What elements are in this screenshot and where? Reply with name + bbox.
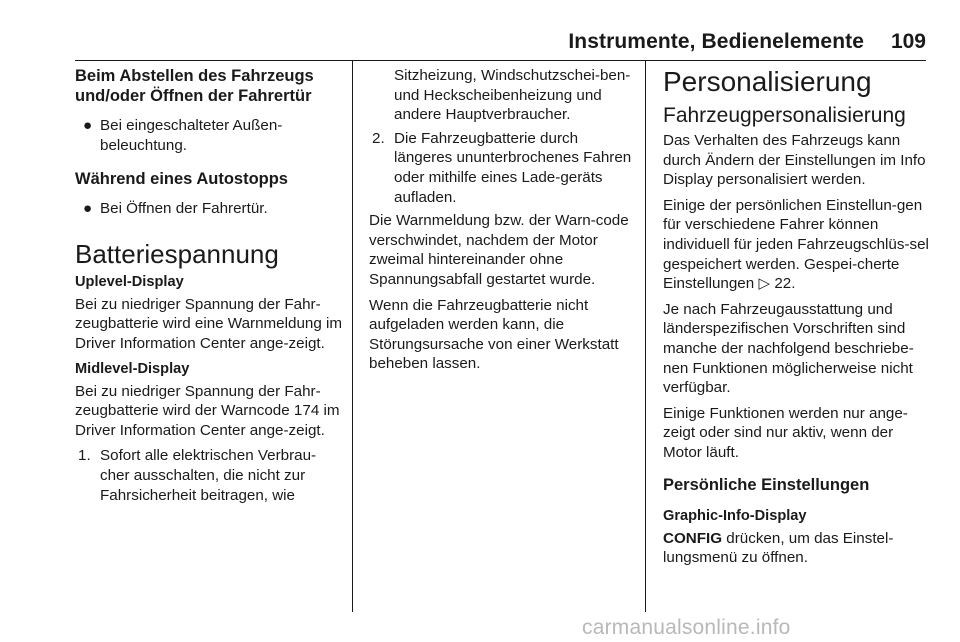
column-2: [369, 66, 639, 380]
page-number: 109: [890, 30, 926, 53]
numbered-item-continuation: Sitzheizung, Windschutzschei-ben- und Heckscheibenheizung und andere Hauptverbraucher.: [394, 67, 631, 124]
paragraph: Die Warnmeldung bzw. der Warn-code verschwindet, nachdem der Motor zweimal hintereinander ohne Spannungsabfall gestartet wurde.: [369, 212, 629, 288]
bullet-icon: ●: [83, 117, 93, 134]
column-divider-1: [352, 60, 353, 612]
paragraph: Bei zu niedriger Spannung der Fahr-zeugbatterie wird der Warncode 174 im Driver Information Center ange-zeigt.: [75, 382, 340, 439]
bullet-icon: ●: [83, 200, 93, 218]
page-header: [75, 24, 926, 60]
column-3: [663, 66, 929, 574]
page-reference-icon[interactable]: ▷: [758, 275, 771, 293]
paragraph: Das Verhalten des Fahrzeugs kann durch Ändern der Einstellungen im Info Display personalisiert werden.: [663, 132, 926, 189]
header-rule: [75, 60, 926, 61]
header-title: Instrumente, Bedienelemente: [568, 30, 864, 53]
paragraph: Je nach Fahrzeugausstattung und länderspezifischen Vorschriften sind manche der nachfolgend beschriebe-nen Funktionen möglicherweise nicht verfügbar.: [663, 300, 914, 397]
subsection-title: Fahrzeugpersonalisierung: [663, 104, 906, 127]
paragraph: Einige Funktionen werden nur ange-zeigt oder sind nur aktiv, wenn der Motor läuft.: [663, 404, 908, 461]
section-title-battery: Batteriespannung: [75, 238, 279, 269]
page-reference[interactable]: 22.: [774, 275, 796, 293]
paragraph: [663, 529, 929, 568]
item-text: Die Fahrzeugbatterie durch längeres ununterbrochenes Fahren oder mithilfe eines Lade-geräts aufladen.: [394, 129, 632, 206]
paragraph: [663, 196, 929, 294]
paragraph-text: drücken, um das Einstel-lungsmenü zu öffnen.: [663, 529, 894, 567]
subheading-midlevel: Midlevel-Display: [75, 360, 190, 377]
paragraph: Bei zu niedriger Spannung der Fahr-zeugbatterie wird eine Warnmeldung im Driver Information Center ange-zeigt.: [75, 295, 343, 352]
column-1: [75, 66, 345, 509]
paragraph: Wenn die Fahrzeugbatterie nicht aufgeladen werden kann, die Störungsursache von einer Werkstatt beheben lassen.: [369, 296, 619, 373]
numbered-item: [369, 129, 639, 207]
config-key: CONFIG: [663, 529, 723, 547]
item-text: Sofort alle elektrischen Verbrau-cher ausschalten, die nicht zur Fahrsicherheit beitragen, wie: [100, 447, 317, 504]
column-divider-2: [645, 60, 646, 612]
list-item-text: Bei eingeschalteter Außen-beleuchtung.: [100, 117, 283, 154]
heading-engine-off: Beim Abstellen des Fahrzeugs und/oder Öffnen der Fahrertür: [75, 67, 314, 105]
heading-autostop: Während eines Autostopps: [75, 170, 288, 189]
list-item: [75, 199, 345, 219]
subheading-uplevel: Uplevel-Display: [75, 273, 184, 290]
numbered-item: [75, 446, 345, 505]
subheading-graphic-info: Graphic-Info-Display: [663, 507, 807, 524]
paragraph-text: Einige der persönlichen Einstellun-gen für verschiedene Fahrer können individuell für jeden Fahrzeugschlüs-sel gespeichert werden. Gespei-cherte Einstellungen: [663, 196, 929, 293]
list-item: [75, 116, 345, 155]
list-item-text: Bei Öffnen der Fahrertür.: [100, 200, 268, 218]
item-number: 1.: [78, 447, 91, 465]
item-number: 2.: [372, 129, 385, 147]
section-title-personalization: Personalisierung: [663, 66, 872, 97]
watermark: carmanualsonline.info: [582, 616, 791, 639]
heading-personal-settings: Persönliche Einstellungen: [663, 475, 870, 494]
